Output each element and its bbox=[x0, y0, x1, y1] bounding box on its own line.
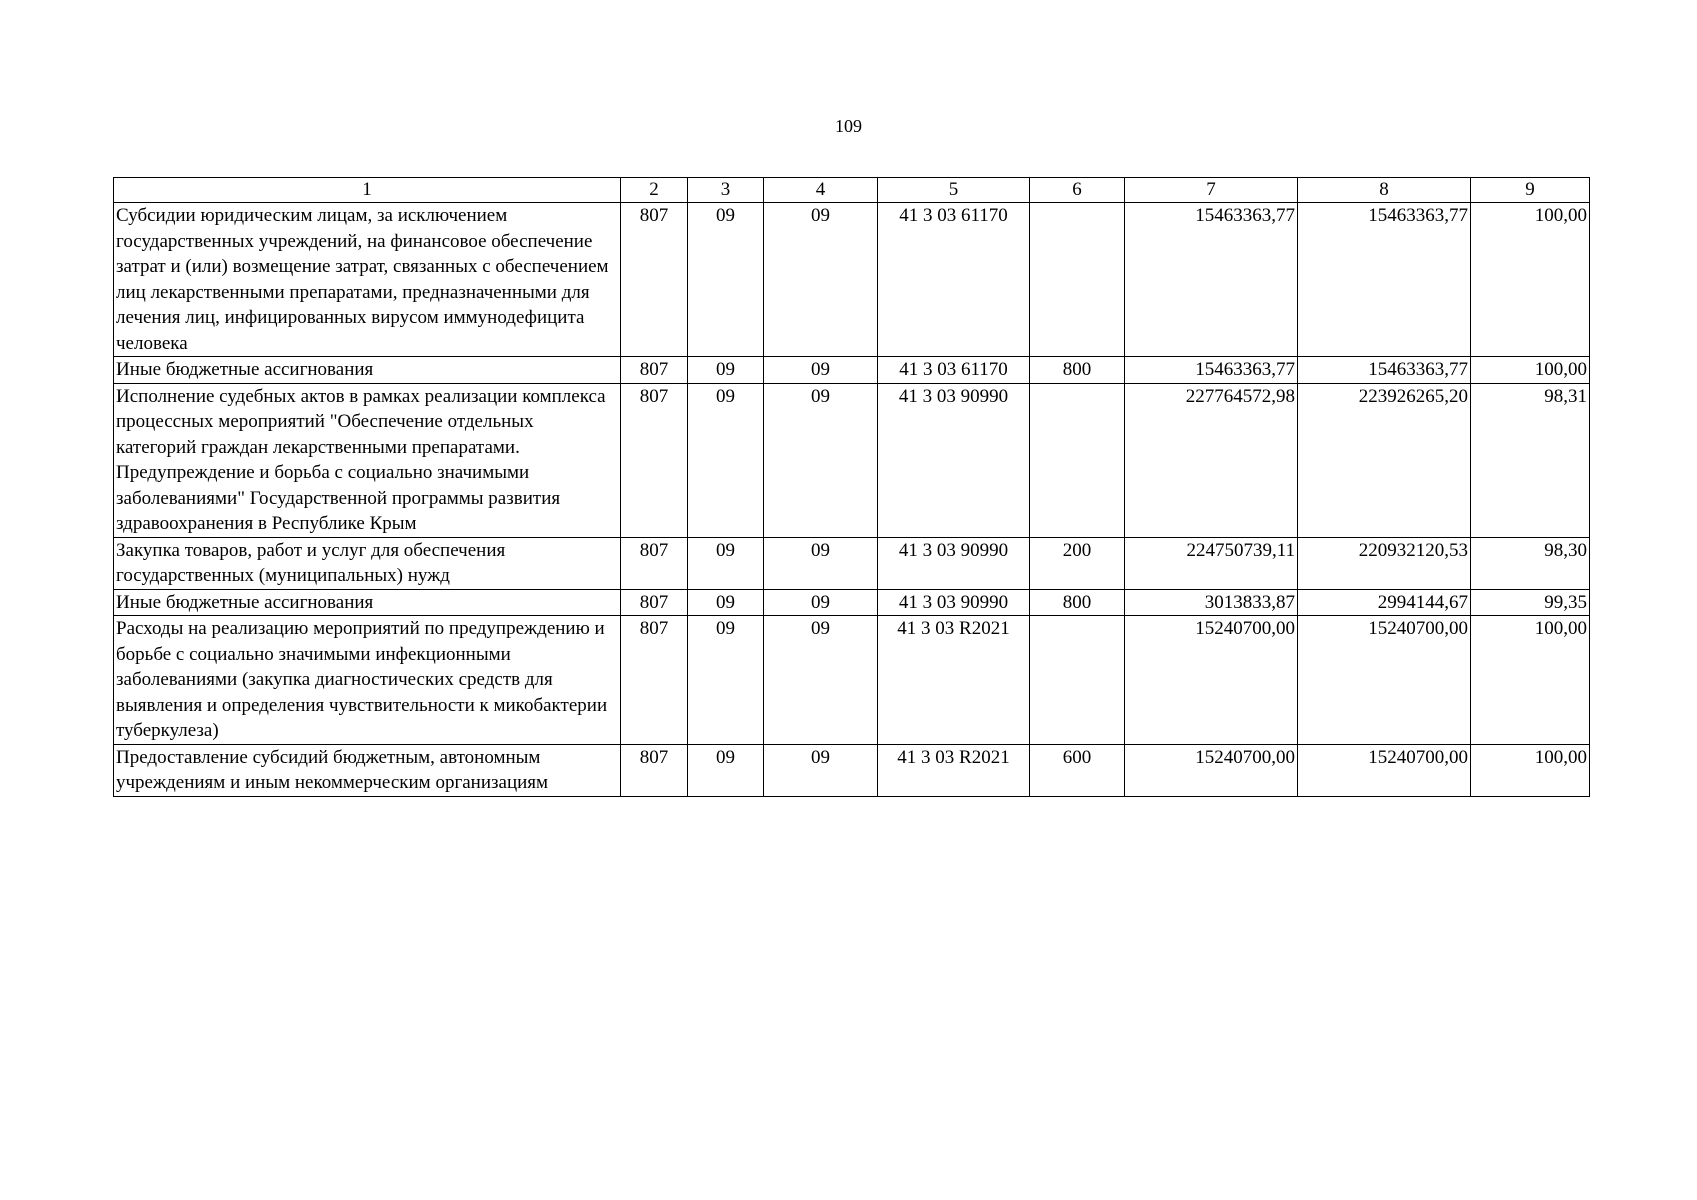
cell-subsection: 09 bbox=[764, 744, 878, 796]
cell-ministry-code: 807 bbox=[621, 616, 688, 745]
table-row bbox=[114, 744, 1590, 796]
table-row bbox=[114, 203, 1590, 357]
table-row bbox=[114, 616, 1590, 745]
row-name: Субсидии юридическим лицам, за исключением государственных учреждений, на финансовое обеспечение затрат и (или) возмещение затрат, связанных с обеспечением лиц лекарственными препаратами, предназначенными для лечения лиц, инфицированных вирусом иммунодефицита человека bbox=[114, 203, 621, 357]
row-name: Исполнение судебных актов в рамках реализации комплекса процессных мероприятий "Обеспечение отдельных категорий граждан лекарственными препаратами. Предупреждение и борьба с социально значимыми заболеваниями" Государственной программы развития здравоохранения в Республике Крым bbox=[114, 383, 621, 537]
cell-col7-amount: 3013833,87 bbox=[1125, 589, 1298, 616]
cell-subsection: 09 bbox=[764, 616, 878, 745]
cell-percent: 100,00 bbox=[1471, 744, 1590, 796]
cell-expense-type: 200 bbox=[1030, 537, 1125, 589]
cell-subsection: 09 bbox=[764, 357, 878, 384]
cell-expense-type: 800 bbox=[1030, 357, 1125, 384]
cell-target-article: 41 3 03 90990 bbox=[878, 537, 1030, 589]
cell-col7-amount: 15240700,00 bbox=[1125, 744, 1298, 796]
table-row bbox=[114, 357, 1590, 384]
table-row bbox=[114, 383, 1590, 537]
cell-percent: 100,00 bbox=[1471, 616, 1590, 745]
cell-col8-amount: 15240700,00 bbox=[1298, 616, 1471, 745]
cell-percent: 100,00 bbox=[1471, 357, 1590, 384]
cell-subsection: 09 bbox=[764, 383, 878, 537]
page-number: 109 bbox=[835, 116, 862, 136]
row-name: Иные бюджетные ассигнования bbox=[114, 589, 621, 616]
cell-col8-amount: 15463363,77 bbox=[1298, 357, 1471, 384]
cell-col8-amount: 223926265,20 bbox=[1298, 383, 1471, 537]
cell-target-article: 41 3 03 R2021 bbox=[878, 616, 1030, 745]
cell-percent: 98,31 bbox=[1471, 383, 1590, 537]
cell-target-article: 41 3 03 90990 bbox=[878, 589, 1030, 616]
cell-expense-type: 600 bbox=[1030, 744, 1125, 796]
cell-section: 09 bbox=[688, 589, 764, 616]
cell-target-article: 41 3 03 R2021 bbox=[878, 744, 1030, 796]
cell-expense-type: 800 bbox=[1030, 589, 1125, 616]
header-cell: 9 bbox=[1471, 178, 1590, 203]
header-cell: 1 bbox=[114, 178, 621, 203]
header-cell: 3 bbox=[688, 178, 764, 203]
cell-subsection: 09 bbox=[764, 589, 878, 616]
cell-subsection: 09 bbox=[764, 537, 878, 589]
cell-percent: 98,30 bbox=[1471, 537, 1590, 589]
cell-col8-amount: 15240700,00 bbox=[1298, 744, 1471, 796]
cell-section: 09 bbox=[688, 537, 764, 589]
header-cell: 8 bbox=[1298, 178, 1471, 203]
cell-section: 09 bbox=[688, 357, 764, 384]
cell-expense-type bbox=[1030, 383, 1125, 537]
header-cell: 6 bbox=[1030, 178, 1125, 203]
cell-percent: 100,00 bbox=[1471, 203, 1590, 357]
cell-subsection: 09 bbox=[764, 203, 878, 357]
cell-expense-type bbox=[1030, 616, 1125, 745]
header-cell: 2 bbox=[621, 178, 688, 203]
cell-section: 09 bbox=[688, 383, 764, 537]
header-cell: 7 bbox=[1125, 178, 1298, 203]
header-cell: 5 bbox=[878, 178, 1030, 203]
cell-expense-type bbox=[1030, 203, 1125, 357]
cell-col8-amount: 15463363,77 bbox=[1298, 203, 1471, 357]
cell-section: 09 bbox=[688, 203, 764, 357]
cell-target-article: 41 3 03 61170 bbox=[878, 203, 1030, 357]
cell-ministry-code: 807 bbox=[621, 589, 688, 616]
cell-section: 09 bbox=[688, 616, 764, 745]
cell-col8-amount: 2994144,67 bbox=[1298, 589, 1471, 616]
cell-target-article: 41 3 03 61170 bbox=[878, 357, 1030, 384]
cell-target-article: 41 3 03 90990 bbox=[878, 383, 1030, 537]
budget-table bbox=[113, 177, 1590, 797]
row-name: Расходы на реализацию мероприятий по предупреждению и борьбе с социально значимыми инфекционными заболеваниями (закупка диагностических средств для выявления и определения чувствительности к микобактерии туберкулеза) bbox=[114, 616, 621, 745]
header-row bbox=[114, 178, 1590, 203]
cell-col7-amount: 15463363,77 bbox=[1125, 357, 1298, 384]
cell-col7-amount: 15463363,77 bbox=[1125, 203, 1298, 357]
cell-ministry-code: 807 bbox=[621, 203, 688, 357]
cell-ministry-code: 807 bbox=[621, 357, 688, 384]
header-cell: 4 bbox=[764, 178, 878, 203]
cell-col7-amount: 15240700,00 bbox=[1125, 616, 1298, 745]
cell-col7-amount: 227764572,98 bbox=[1125, 383, 1298, 537]
cell-section: 09 bbox=[688, 744, 764, 796]
cell-ministry-code: 807 bbox=[621, 537, 688, 589]
cell-ministry-code: 807 bbox=[621, 744, 688, 796]
cell-col8-amount: 220932120,53 bbox=[1298, 537, 1471, 589]
row-name: Иные бюджетные ассигнования bbox=[114, 357, 621, 384]
table-row bbox=[114, 589, 1590, 616]
cell-ministry-code: 807 bbox=[621, 383, 688, 537]
cell-percent: 99,35 bbox=[1471, 589, 1590, 616]
row-name: Предоставление субсидий бюджетным, автономным учреждениям и иным некоммерческим организациям bbox=[114, 744, 621, 796]
table-row bbox=[114, 537, 1590, 589]
cell-col7-amount: 224750739,11 bbox=[1125, 537, 1298, 589]
row-name: Закупка товаров, работ и услуг для обеспечения государственных (муниципальных) нужд bbox=[114, 537, 621, 589]
